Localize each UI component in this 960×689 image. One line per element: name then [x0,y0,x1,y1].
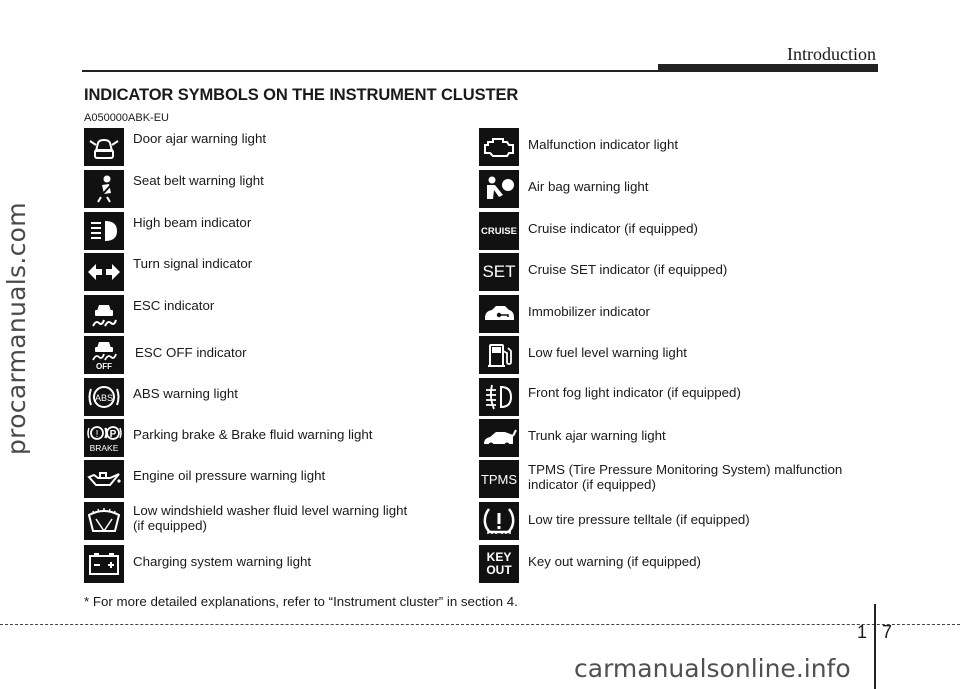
side-watermark: procarmanuals.com [2,202,31,455]
indicator-label: Engine oil pressure warning light [133,468,326,483]
footer-dashed-rule [0,624,960,625]
indicator-label: Trunk ajar warning light [528,428,666,443]
page-title: INDICATOR SYMBOLS ON THE INSTRUMENT CLUSTER [84,86,519,104]
abs-text: ABS [94,393,114,403]
brake-text: BRAKE [89,443,119,453]
section-label: Introduction [787,44,876,64]
label-line: TPMS (Tire Pressure Monitoring System) malfunction [528,462,843,477]
indicator-label: High beam indicator [133,215,252,230]
header-rule-bold [658,64,878,72]
indicator-label: ESC indicator [133,298,215,313]
seat-belt-icon [84,170,124,208]
indicator-label: Low tire pressure telltale (if equipped) [528,512,750,527]
indicator-label: Air bag warning light [528,179,649,194]
fog-light-icon [479,378,519,416]
indicator-label: Cruise indicator (if equipped) [528,221,698,236]
tpms-icon [479,460,519,498]
cruise-icon [479,212,519,250]
indicator-label: Door ajar warning light [133,131,267,146]
door-ajar-icon [84,128,124,166]
tpms-text: TPMS [480,471,518,487]
esc-off-text: OFF [96,362,112,371]
indicator-label [528,462,928,492]
svg-text:!: ! [95,429,99,440]
washer-fluid-icon [84,502,124,540]
indicator-label: ESC OFF indicator [135,345,247,360]
indicator-label: Charging system warning light [133,554,312,569]
indicator-label: Turn signal indicator [133,256,253,271]
fuel-icon [479,336,519,374]
oil-pressure-icon [84,460,124,498]
cruise-text: CRUISE [481,225,517,237]
indicator-label: Key out warning (if equipped) [528,554,701,569]
footnote: * For more detailed explanations, refer to “Instrument cluster” in section 4. [84,594,518,609]
tire-pressure-icon [479,502,519,540]
engine-check-icon [479,128,519,166]
abs-icon [84,378,124,416]
bottom-watermark: carmanualsonline.info [574,654,851,683]
indicator-label: Immobilizer indicator [528,304,650,319]
turn-signal-icon [84,253,124,291]
high-beam-icon [84,212,124,250]
key-out-icon [479,545,519,583]
indicator-label: ABS warning light [133,386,238,401]
indicator-label: Seat belt warning light [133,173,264,188]
indicator-label: Front fog light indicator (if equipped) [528,385,741,400]
header-rule [82,70,660,72]
trunk-ajar-icon [479,419,519,457]
key-out-text-line: OUT [486,563,512,577]
label-line: indicator (if equipped) [528,477,656,492]
indicator-label: Low fuel level warning light [528,345,687,360]
immobilizer-icon [479,295,519,333]
indicator-label [133,503,493,533]
brake-icon [84,419,124,457]
indicator-label: Cruise SET indicator (if equipped) [528,262,728,277]
indicator-label: Parking brake & Brake fluid warning light [133,427,373,442]
label-line: (if equipped) [133,518,207,533]
indicator-label: Malfunction indicator light [528,137,679,152]
key-out-text-line: KEY [486,550,512,564]
battery-icon [84,545,124,583]
document-code: A050000ABK-EU [84,112,169,124]
airbag-icon [479,170,519,208]
label-line: Low windshield washer fluid level warning light [133,503,408,518]
chapter-number: 1 [857,622,868,642]
esc-off-icon [84,336,124,374]
cruise-set-text: SET [482,262,516,281]
svg-text:P: P [109,429,117,440]
esc-icon [84,295,124,333]
footer-divider [874,604,876,689]
page-number: 7 [882,622,893,642]
cruise-set-icon [479,253,519,291]
